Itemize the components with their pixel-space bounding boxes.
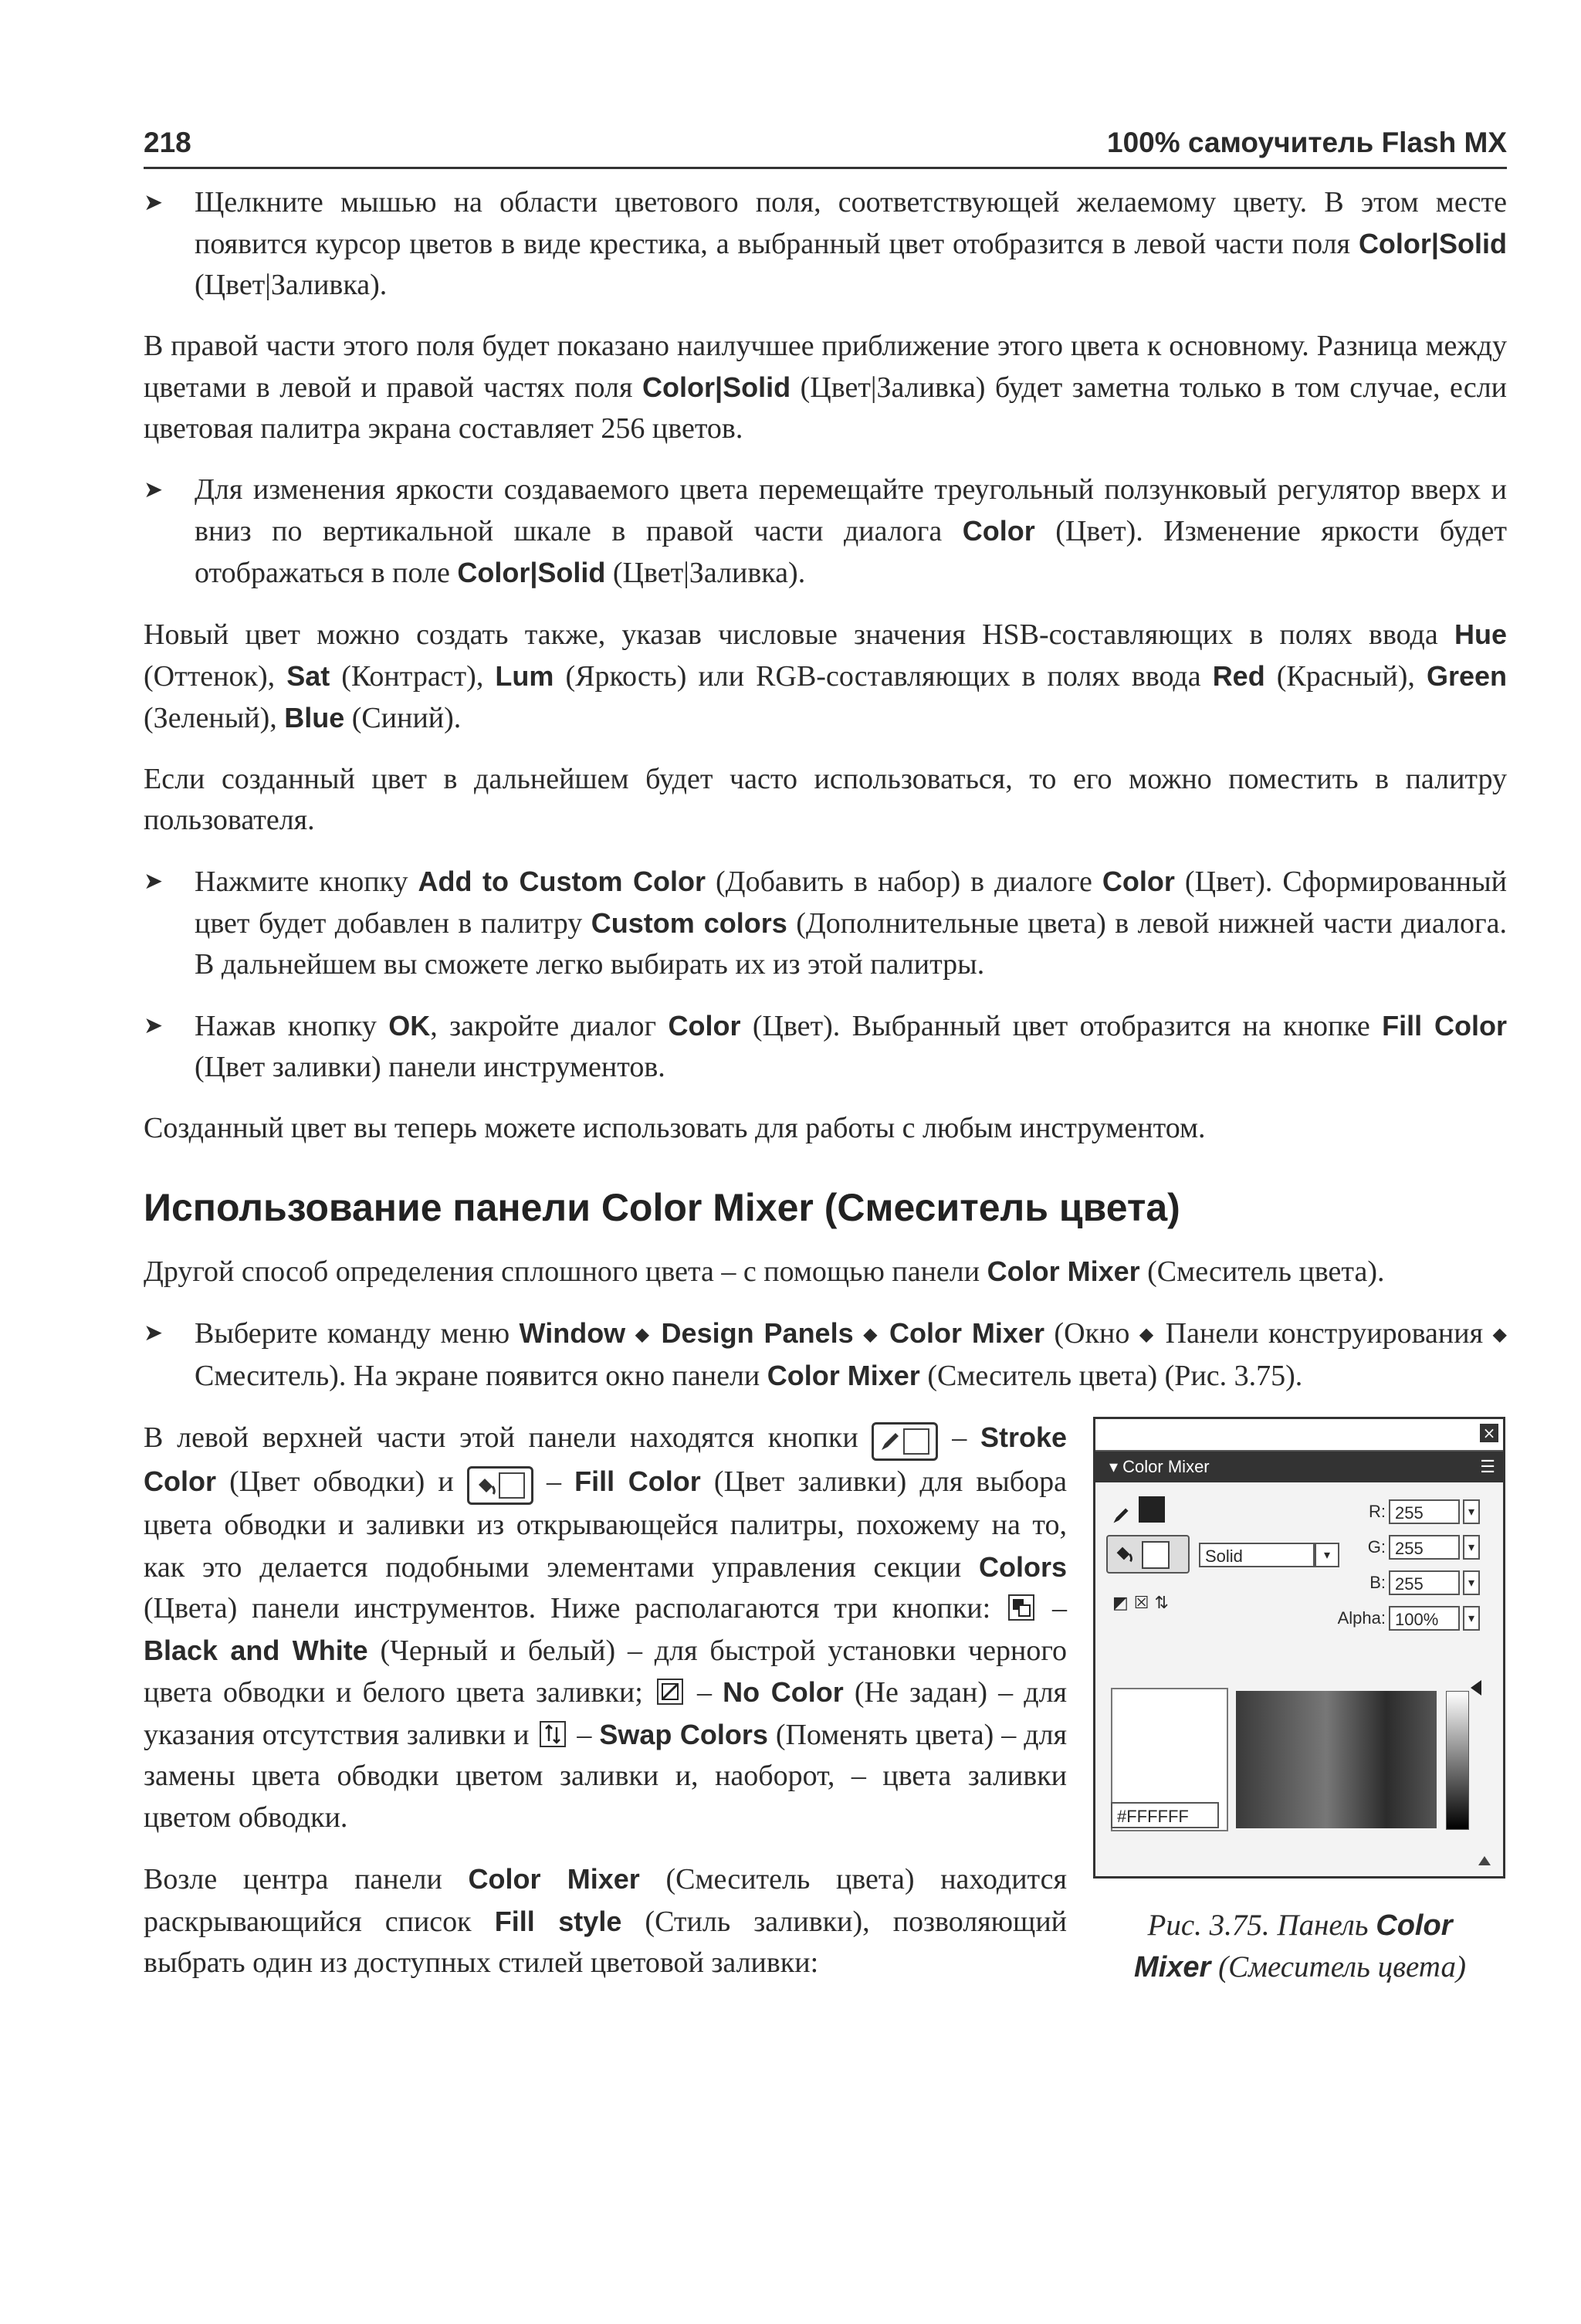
stroke-color-control[interactable]	[1111, 1496, 1165, 1537]
black-and-white-icon	[1008, 1594, 1034, 1621]
expand-triangle-icon[interactable]	[1478, 1856, 1491, 1865]
arrowhead-bullet-icon: ➤	[144, 189, 164, 216]
r-input[interactable]: 255	[1389, 1499, 1460, 1524]
color-swatch	[903, 1428, 929, 1455]
figure-wrap	[144, 1417, 1507, 1984]
fill-color-control[interactable]	[1106, 1535, 1190, 1574]
arrowhead-bullet-icon: ➤	[144, 1320, 164, 1347]
b-input[interactable]: 255	[1389, 1570, 1460, 1595]
diamond-icon: ◆	[1139, 1323, 1156, 1345]
options-menu-icon[interactable]: ☰	[1480, 1457, 1495, 1476]
arrowhead-bullet-icon: ➤	[144, 868, 164, 895]
chevron-down-icon[interactable]: ▾	[1463, 1570, 1480, 1595]
diamond-icon: ◆	[863, 1323, 880, 1345]
paragraph: Если созданный цвет в дальнейшем будет часто использоваться, то его можно поместить в палитру пользователя.	[144, 763, 1507, 836]
fill-swatch[interactable]	[1142, 1541, 1170, 1569]
text-column	[144, 1417, 1067, 1984]
slider-triangle-icon[interactable]	[1471, 1680, 1481, 1696]
swap-colors-icon[interactable]: ⇅	[1154, 1594, 1169, 1613]
g-input[interactable]: 255	[1389, 1535, 1460, 1560]
figure-3-75	[1093, 1417, 1507, 1988]
chevron-down-icon[interactable]: ▾	[1463, 1499, 1480, 1524]
no-color-icon	[657, 1679, 683, 1705]
stroke-swatch[interactable]	[1139, 1496, 1165, 1523]
no-color-icon[interactable]: ☒	[1133, 1594, 1149, 1613]
page-body	[144, 182, 1507, 2004]
fill-style-select[interactable]: Solid	[1199, 1543, 1315, 1567]
alpha-input[interactable]: 100%	[1389, 1606, 1460, 1631]
arrowhead-bullet-icon: ➤	[144, 476, 164, 503]
r-label: R:	[1369, 1502, 1386, 1521]
list-item: ➤ Нажав кнопку OK, закройте диалог Color (Цвет). Выбранный цвет отобразится на кнопке Fill Color (Цвет заливки) панели инструментов.	[144, 1005, 1507, 1088]
black-and-white-icon[interactable]: ◩	[1112, 1594, 1129, 1613]
list-item: ➤ Щелкните мышью на области цветового поля, соответствующей желаемому цвету. В этом месте появится курсор цветов в виде крестика, а выбранный цвет отобразится в левой части поля Color|Solid (Цвет|Заливка).	[144, 182, 1507, 306]
paragraph: В левой верхней части этой панели находятся кнопки – Stroke Color (Цвет обводки) и – Fill Color (Цвет заливки) для выбора цвета обводки и заливки из открывающейся палитры, похожему на то, как это делается подобными элементами управления секции Colors (Цвета) панели инструментов. Ниже располагаются три кнопки: – Black and White (Черный и белый) – для быстрой установки черного цвета обводки и белого цвета заливки; – No Color (Не задан) – для указания отсутствия заливки и – Swap Colors (Поменять цвета) – для замены цвета обводки цветом заливки и, наоборот, – цвета заливки цветом обводки.	[144, 1421, 1068, 1834]
swap-colors-icon	[540, 1721, 566, 1747]
alpha-label: Alpha:	[1337, 1608, 1386, 1628]
page-number: 218	[144, 127, 191, 158]
paragraph: Возле центра панели Color Mixer (Смеситель цвета) находится раскрывающийся список Fill style (Стиль заливки), позволяющий выбрать один из доступных стилей цветовой заливки:	[144, 1863, 1067, 1979]
section-heading: Использование панели Color Mixer (Смеситель цвета)	[144, 1186, 1180, 1229]
chevron-down-icon[interactable]: ▾	[1463, 1535, 1480, 1560]
pencil-icon	[879, 1430, 902, 1453]
running-header	[144, 124, 1507, 169]
fill-color-button-icon	[467, 1466, 533, 1505]
panel-top-bar	[1095, 1419, 1503, 1452]
g-label: G:	[1367, 1537, 1386, 1557]
chevron-down-icon[interactable]: ▾	[1315, 1543, 1339, 1567]
close-icon[interactable]: ×	[1480, 1424, 1498, 1442]
stroke-color-button-icon	[872, 1422, 938, 1461]
collapse-triangle-icon[interactable]: ▾	[1109, 1457, 1119, 1476]
paragraph: В правой части этого поля будет показано наилучшее приближение этого цвета к основному. Разница между цветами в левой и правой частях поля Color|Solid (Цвет|Заливка) будет заметна только в том случае, если цветовая палитра экрана составляет 256 цветов.	[144, 330, 1507, 445]
paragraph: Новый цвет можно создать также, указав числовые значения HSB-составляющих в полях ввода Hue (Оттенок), Sat (Контраст), Lum (Яркость) или RGB-составляющих в полях ввода Red (Красный), Green (Зеленый), Blue (Синий).	[144, 618, 1507, 734]
paragraph: Созданный цвет вы теперь можете использовать для работы с любым инструментом.	[144, 1112, 1206, 1144]
paint-bucket-icon	[1112, 1543, 1134, 1564]
color-swatch	[499, 1472, 525, 1499]
panel-title-bar[interactable]	[1095, 1452, 1503, 1482]
running-title: 100% самоучитель Flash MX	[1107, 127, 1507, 158]
color-buttons-row	[1112, 1583, 1169, 1624]
list-item: ➤ Для изменения яркости создаваемого цвета перемещайте треугольный ползунковый регулятор вверх и вниз по вертикальной шкале в правой части диалога Color (Цвет). Изменение яркости будет отображаться в поле Color|Solid (Цвет|Заливка).	[144, 469, 1507, 594]
brightness-slider[interactable]	[1446, 1691, 1469, 1830]
chevron-down-icon[interactable]: ▾	[1463, 1606, 1480, 1631]
paragraph: Другой способ определения сплошного цвета – с помощью панели Color Mixer (Смеситель цвета).	[144, 1255, 1385, 1288]
arrowhead-bullet-icon: ➤	[144, 1012, 164, 1039]
figure-caption: Рис. 3.75. Панель Color Mixer (Смеситель цвета)	[1134, 1909, 1466, 1984]
color-mixer-panel	[1093, 1417, 1505, 1879]
color-spectrum[interactable]	[1236, 1691, 1437, 1828]
panel-title: Color Mixer	[1122, 1457, 1210, 1476]
list-item: ➤ Выберите команду меню Window ◆ Design Panels ◆ Color Mixer (Окно ◆ Панели конструирования ◆ Смеситель). На экране появится окно панели Color Mixer (Смеситель цвета) (Рис. 3.75).	[144, 1313, 1507, 1397]
list-item: ➤ Нажмите кнопку Add to Custom Color (Добавить в набор) в диалоге Color (Цвет). Сформированный цвет будет добавлен в палитру Custom colors (Дополнительные цвета) в левой нижней части диалога. В дальнейшем вы сможете легко выбирать их из этой палитры.	[144, 861, 1507, 985]
diamond-icon: ◆	[635, 1323, 652, 1345]
diamond-icon: ◆	[1492, 1323, 1507, 1345]
pencil-icon	[1111, 1506, 1131, 1526]
hex-input[interactable]: #FFFFFF	[1111, 1802, 1219, 1828]
paint-bucket-icon	[474, 1474, 497, 1497]
b-label: B:	[1369, 1573, 1386, 1592]
